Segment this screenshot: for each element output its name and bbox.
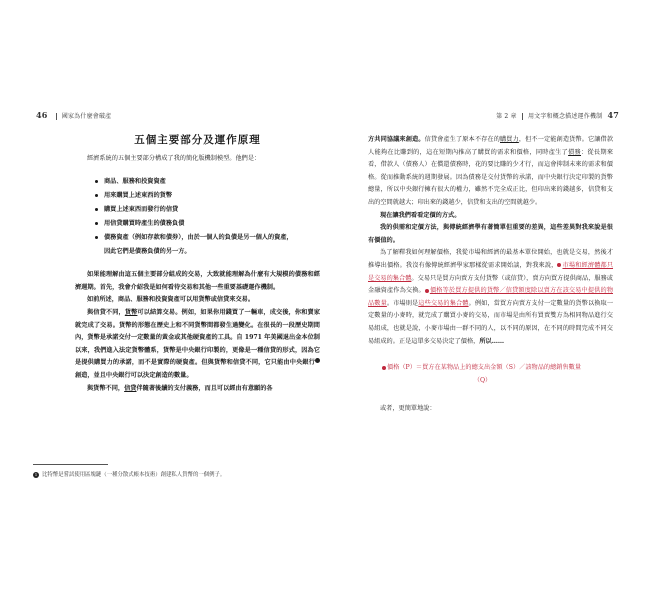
paragraph: 與信貸不同，貨幣可以結算交易。例如，如果你用錢買了一輛車，成交後，你和賣家就完成了交易。貨幣的形態在歷史上和不同貨幣間都發生過變化。在很長的一段歷史期間內，貨幣是承諾交付一定數量的黃金或其他硬資產的工具。自 1971 年美國退出金本位制以來，我們進入法定貨幣體系，貨幣是中央銀行印製的，更像是一種信貸的形式，因為它是提供購買力的承諾，而不是實際的硬資產。但與貨幣和信貸不同，它只能由中央銀行 $^1$創造，並且中央銀行可以決定創造的數量。 — [75, 308, 330, 379]
paragraph: 方共同協議來創造。信貸會產生了原本不存在的購買力，但不一定能創造貨幣。它讓借款人能夠在比賺到的，這在短期內推高了購買的需求和價格，同時產生了債務：從長期來看，借款人（債務人）在償還債務時，花的要比賺的少才行，而這會抑制未來的需求和價格。從而推動系統的週期發展。因為債務是交付貨幣的承諾，而中央銀行決定印製的貨幣總量，所以中央銀行擁有很大的權力，雖然不完全成正比，但印出來的錢越多，信貸和支出的空間就越大；印出來的錢越少，信貸和支出的空間就越少。 — [368, 136, 614, 206]
header-divider — [56, 113, 57, 120]
paragraph: 為了解釋我如何理解價格，我從市場和經濟的最基本單位開始，也就是交易，然後才推導出價格。我沒有像傳統經濟學家那樣從需求開始談，對我來說， 市場和經濟體都只是交易的集合體。交易只是買方向賣方支付貨幣（或信貸），賣方向買方提供商品，服務或金融資產作為交換。 價格等於買方提供的貨幣／信貸額度除以賣方在該交易中提供的物品數量。市場則是這些交易的集合體。例如，當買方向賣方支付一定數量的貨幣以換取一定數量的小麥時，就完成了購買小麥的交易，而市場是由所有買賣雙方為相同物品進行交易組成，也就是說，小麥市場由一群不同的人，以不同的原因，在不同的時間完成不同交易組成的。正是這單多交易決定了價格，所以…… — [368, 249, 614, 345]
bullet-icon — [95, 236, 98, 239]
list-item: 債務資產（例如存款和債券），由於一個人的負債是另一個人的資產， — [95, 231, 320, 245]
list-item: 用信貸購買時產生的債務負債 — [95, 217, 320, 231]
right-page-body — [368, 134, 613, 416]
footnote-divider — [33, 464, 108, 465]
intro-paragraph: 經濟系統的五個主要部分構成了我的簡化版機制模型。他們是： — [87, 154, 261, 162]
page-header-right — [496, 110, 622, 120]
left-page-body — [75, 134, 330, 395]
chapter-number: 第 2 章 — [496, 113, 517, 120]
list-item: 購買上述東西而發行的信貸 — [95, 203, 320, 217]
book-title: 國家為什麼會破產 — [61, 113, 112, 120]
bullet-icon — [95, 208, 98, 211]
price-formula: 價格（P）＝買方在某物品上的總支出金額（S）／該物品的總銷售數量 （Q） — [368, 362, 613, 387]
bullet-icon — [95, 194, 98, 197]
footnote — [33, 470, 225, 478]
bullet-icon — [95, 180, 98, 183]
red-dot-icon — [425, 289, 429, 293]
footnote-marker: 1 — [315, 358, 320, 363]
paragraph: 或者，更簡單地說： — [380, 405, 436, 413]
paragraph: 如果能理解由這五個主要部分組成的交易，大致就能理解為什麼有大規模的債務和經濟週期。首先，我會介紹我是如何看待交易和其他一些重要基礎運作機制。 — [75, 271, 320, 291]
list-item-continuation: 因此它們是債務負債的另一方。 — [104, 248, 191, 256]
paragraph: 如前所述，商品、服務和投資資產可以用貨幣或信貸來交易。 — [87, 296, 255, 304]
list-item: 用來購買上述東西的貨幣 — [95, 189, 320, 203]
red-dot-icon — [382, 366, 386, 370]
bullet-icon — [95, 222, 98, 225]
parts-list — [95, 175, 320, 259]
page-number-left: 46 — [36, 110, 48, 120]
list-item: 商品、服務和投資資產 — [95, 175, 320, 189]
footnote-text: 比特幣是嘗試使用區塊鏈（一種分散式帳本技術）創建私人貨幣的一個例子。 — [42, 472, 226, 478]
chapter-title: 用文字和概念描述運作機制 — [527, 113, 603, 120]
paragraph: 與貨幣不同，信貸伴隨著後續的支付義務，而且可以經由有意願的各 — [87, 384, 273, 392]
red-dot-icon — [557, 263, 561, 267]
paragraph: 我的供需和定價方法，與傳統經濟學有著簡單但重要的差異，這些差異對我來說是很有價值的。 — [368, 224, 613, 244]
spacer — [368, 387, 613, 403]
section-title: 五個主要部分及運作原理 — [134, 134, 261, 146]
page-number-right: 47 — [607, 110, 619, 120]
circled-number-icon: 1 — [34, 471, 38, 477]
page-header-left — [33, 110, 111, 120]
paragraph: 現在讓我們看看定價的方式。 — [380, 211, 461, 219]
header-divider — [522, 113, 523, 120]
